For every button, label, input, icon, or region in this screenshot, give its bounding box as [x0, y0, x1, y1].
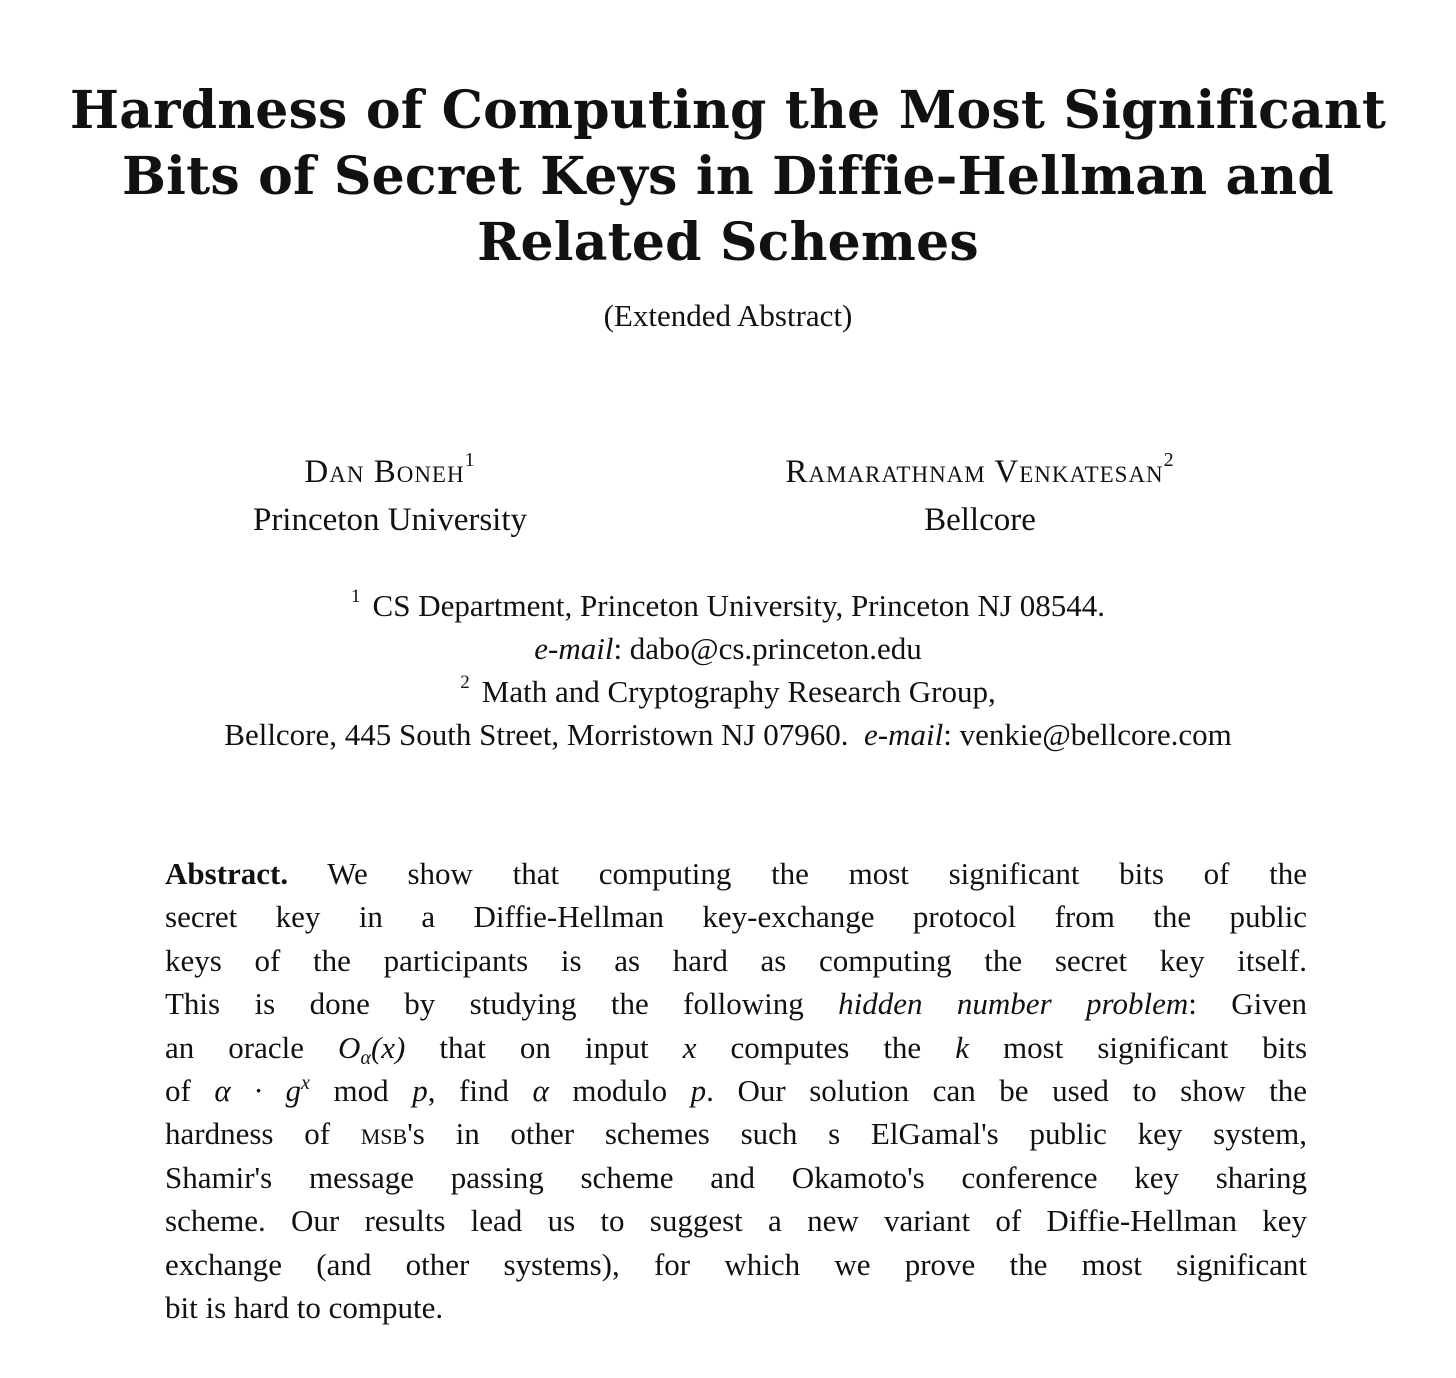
address-line: Bellcore, 445 South Street, Morristown NJ 07960. e-mail: venkie@bellcore.com	[224, 717, 1232, 752]
paper-title	[0, 78, 1456, 276]
footnote-mark: 2	[460, 672, 470, 693]
abstract-line: of $\alpha \cdot g^x$ mod p, find α modulo p. Our solution can be used to show the	[165, 1072, 1308, 1109]
affiliation-line: $^2$ Math and Cryptography Research Group,	[460, 672, 996, 709]
paper-subtitle: (Extended Abstract)	[603, 298, 853, 333]
email-address: : dabo@cs.princeton.edu	[613, 631, 922, 666]
abstract-line: hardness of msb's in other schemes such s ElGamal's public key system,	[165, 1116, 1307, 1152]
email-label: e-mail	[534, 631, 614, 666]
footnote-mark: 1	[351, 586, 361, 607]
email-label: e-mail	[864, 717, 944, 752]
author-name: Ramarathnam Venkatesan$^2$	[785, 449, 1175, 490]
oracle-symbol: $O_\alpha(x)$	[338, 1029, 406, 1069]
abstract	[165, 852, 1307, 1329]
affiliation-footnotes	[60, 584, 1396, 756]
abstract-line: secret key in a Diffie-Hellman key-exchange protocol from the public	[165, 899, 1307, 935]
title-line: Bits of Secret Keys in Diffie-Hellman and	[122, 146, 1334, 207]
abstract-label: Abstract.	[165, 856, 289, 891]
email-line	[60, 627, 1396, 670]
footnote-mark: 2	[1163, 449, 1175, 471]
abstract-line: an oracle $O_\alpha(x)$ that on input x computes the k most significant bits	[165, 1029, 1308, 1069]
abstract-line: This is done by studying the following hidden number problem: Given	[165, 986, 1308, 1022]
abstract-line: Abstract. We show that computing the most significant bits of the	[165, 856, 1307, 891]
abstract-line: Shamir's message passing scheme and Okamoto's conference key sharing	[165, 1159, 1307, 1195]
author-block	[690, 448, 1270, 544]
email-address: : venkie@bellcore.com	[943, 717, 1232, 752]
abstract-line: exchange (and other systems), for which we prove the most significant	[165, 1246, 1307, 1282]
title-line: Related Schemes	[477, 212, 979, 273]
author-block	[190, 448, 590, 544]
author-affiliation: Princeton University	[252, 502, 528, 538]
math-expression: $\alpha \cdot g^x$	[214, 1072, 310, 1109]
abstract-line: bit is hard to compute.	[165, 1290, 444, 1326]
abstract-line: scheme. Our results lead us to suggest a new variant of Diffie-Hellman key	[165, 1203, 1307, 1239]
defined-term: hidden number problem	[838, 986, 1189, 1022]
footnote-mark: 1	[464, 449, 476, 471]
abstract-line: keys of the participants is as hard as computing the secret key itself.	[165, 942, 1307, 978]
small-caps-acronym: msb	[360, 1116, 408, 1152]
author-name: Dan Boneh$^1$	[304, 449, 476, 490]
affiliation-line: $^1$ CS Department, Princeton University, Princeton NJ 08544.	[351, 586, 1105, 623]
title-line: Hardness of Computing the Most Significant	[69, 80, 1387, 141]
author-affiliation: Bellcore	[924, 502, 1036, 538]
